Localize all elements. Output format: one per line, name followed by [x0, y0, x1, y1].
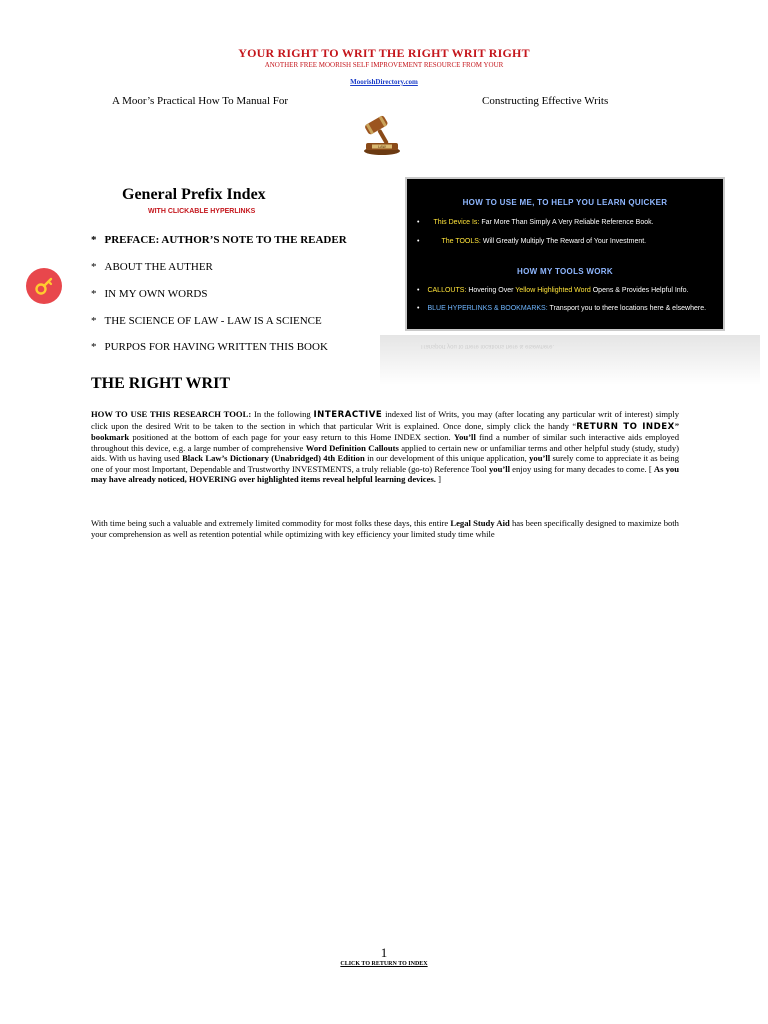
index-item-preface[interactable] [91, 234, 347, 246]
info-row-hyperlinks: • BLUE HYPERLINKS & BOOKMARKS: Transport you to there locations here & elsewhere. [417, 305, 707, 312]
return-to-index-link[interactable]: CLICK TO RETURN TO INDEX [340, 961, 428, 967]
key-badge[interactable] [26, 268, 62, 304]
index-item-label: IN MY OWN WORDS [104, 288, 208, 300]
index-subtitle: WITH CLICKABLE HYPERLINKS [148, 208, 256, 215]
index-item-label: ABOUT THE AUTHER [104, 261, 213, 273]
index-bullet: * [91, 261, 97, 273]
site-link-wrap [0, 71, 768, 89]
intro-paragraph: HOW TO USE THIS RESEARCH TOOL: In the following INTERACTIVE indexed list of Writs, you may (after locating any particular writ of interest) simply click upon the desired Writ to be taken to the section in which that particular Writ is explained. Once done, simply click the handy “RETURN TO INDEX” bookmark positioned at the bottom of each page for your easy return to this Home INDEX section. You’ll find a number of similar such interactive aids employed throughout this device, e.g. a large number of comprehensive Word Definition Callouts applied to certain new or unfamiliar terms and other helpful study (study, study) aids. With us having used Black Law’s Dictionary (Unabridged) 4th Edition in our development of this unique application, you’ll surely come to appreciate it as being one of your most Important, Dependable and Trustworthy INVESTMENTS, a truly reliable (go-to) Reference Tool you’ll enjoy using for many decades to come. [ As you may have already noticed, HOVERING over highlighted items reveal helpful learning devices. ] [91, 409, 680, 484]
index-bullet: * [91, 234, 97, 246]
document-subtitle: ANOTHER FREE MOORISH SELF IMPROVEMENT RESOURCE FROM YOUR [264, 61, 504, 69]
page-number: 1 [380, 945, 388, 960]
index-item-about-author[interactable] [91, 261, 213, 273]
site-link[interactable]: MoorishDirectory.com [350, 78, 418, 86]
gavel-plate-text: LAW [378, 145, 386, 149]
info-heading-learn: HOW TO USE ME, TO HELP YOU LEARN QUICKER [462, 198, 668, 207]
index-item-label: PURPOS FOR HAVING WRITTEN THIS BOOK [104, 341, 328, 353]
study-aid-paragraph: With time being such a valuable and extremely limited commodity for most folks these days, this entire Legal Study Aid has been specifically designed to maximize both your comprehension as well as retention potential while optimizing with key efficiency your limited study time while [91, 518, 679, 539]
gavel-icon [357, 107, 407, 157]
index-bullet: * [91, 341, 97, 353]
key-icon [33, 275, 55, 297]
document-title: YOUR RIGHT TO WRIT THE RIGHT WRIT RIGHT [238, 46, 530, 60]
info-row-tools: • The TOOLS: Will Greatly Multiply The Reward of Your Investment. [417, 238, 647, 245]
info-box-reflection [380, 335, 760, 385]
section-title: THE RIGHT WRIT [91, 375, 231, 392]
index-bullet: * [91, 315, 97, 327]
tools-info-box [405, 177, 725, 331]
manual-heading-left: A Moor’s Practical How To Manual For [112, 95, 289, 107]
index-title: General Prefix Index [122, 186, 266, 203]
index-item-science-of-law[interactable] [91, 315, 322, 327]
info-row-device: • This Device Is: Far More Than Simply A Very Reliable Reference Book. [417, 219, 654, 226]
index-item-label: THE SCIENCE OF LAW - LAW IS A SCIENCE [104, 315, 322, 327]
info-heading-tools: HOW MY TOOLS WORK [517, 267, 613, 276]
index-item-own-words[interactable] [91, 288, 207, 300]
index-bullet: * [91, 288, 97, 300]
reflection-text: Transport you to there locations here & elsewhere. [420, 343, 555, 349]
manual-heading-right: Constructing Effective Writs [482, 95, 609, 107]
index-item-purpose[interactable] [91, 341, 328, 353]
info-row-callouts: • CALLOUTS: Hovering Over Yellow Highlighted Word Opens & Provides Helpful Info. [417, 287, 689, 294]
index-item-label: PREFACE: AUTHOR’S NOTE TO THE READER [104, 234, 347, 246]
